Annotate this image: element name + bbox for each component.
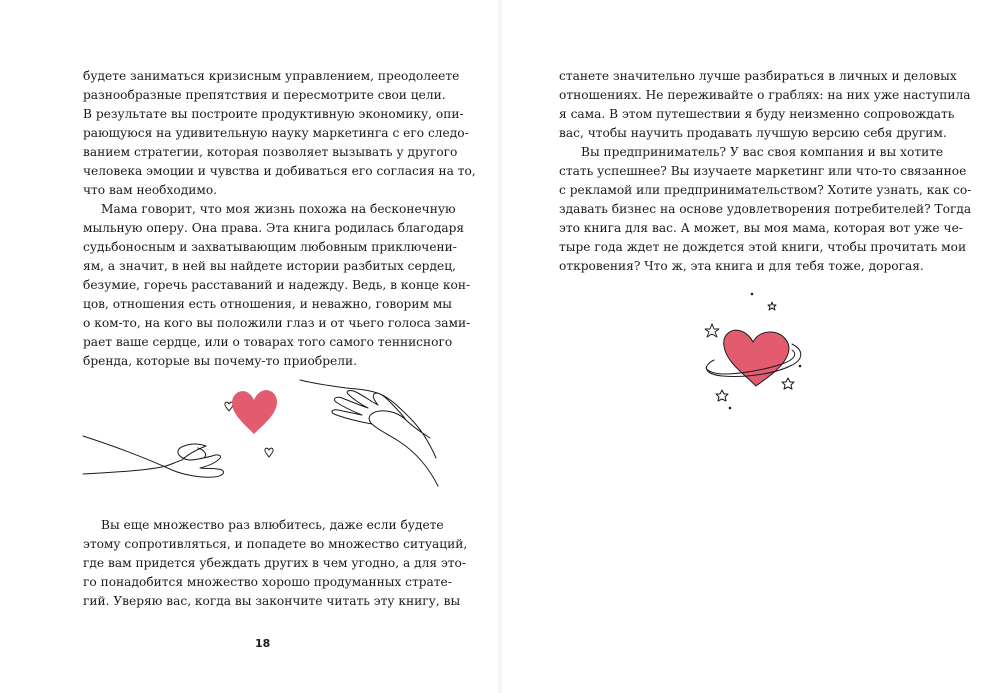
sparkle-dot-icon [729,407,732,410]
sparkle-dot-icon [799,365,802,368]
text-line: откровения? Что ж, эта книга и для тебя тоже, дорогая. [559,259,924,273]
text-line: го понадобится множество хорошо продуманных страте- [83,575,452,589]
text-line: В результате вы построите продуктивную экономику, опи- [83,107,464,121]
orbit-heart-illustration [700,292,810,410]
paragraph-first-line: Вы предприниматель? У вас своя компания и вы хотите [581,145,944,159]
left-page [0,0,500,693]
text-line: рающуюся на удивительную науку маркетинга с его следо- [83,126,469,140]
text-line: бренда, которые вы почему-то приобрели. [83,354,357,368]
right-hand-icon [300,380,438,486]
text-line: будете заниматься кризисным управлением, преодолеете [83,69,460,83]
text-line: этому сопротивляться, и попадете во множество ситуаций, [83,537,468,551]
text-line: мыльную оперу. Она права. Эта книга родилась благодаря [83,221,465,235]
hands-heart-illustration [80,378,442,490]
text-line: судьбоносным и захватывающим любовным приключени- [83,240,457,254]
text-line: стать успешнее? Вы изучаете маркетинг или что-то связанное [559,164,967,178]
text-line: тыре года ждет не дождется этой книги, чтобы прочитать мои [559,240,967,254]
text-line: станете значительно лучше разбираться в личных и деловых [559,69,957,83]
right-page [500,0,1001,693]
text-line: о ком-то, на кого вы положили глаз и от чьего голоса зами- [83,316,471,330]
text-line: с рекламой или предпринимательством? Хотите узнать, как со- [559,183,972,197]
small-heart-icon [225,402,233,411]
paragraph-first-line: Вы еще множество раз влюбитесь, даже если будете [101,518,444,532]
text-line: где вам придется убеждать других в чем угодно, а для это- [83,556,466,570]
text-line: цов, отношения есть отношения, и неважно, говорим мы [83,297,452,311]
text-line: здавать бизнес на основе удовлетворения потребителей? Тогда [559,202,972,216]
text-line: человека эмоции и чувства и добиваться его согласия на то, [83,164,476,178]
text-line: ям, а значит, в ней вы найдете истории разбитых сердец, [83,259,456,273]
text-line: вас, чтобы научить продавать лучшую версию себя другим. [559,126,947,140]
text-line: разнообразные препятствия и пересмотрите свои цели. [83,88,446,102]
text-line: гий. Уверяю вас, когда вы закончите читать эту книгу, вы [83,594,461,608]
sparkle-dot-icon [751,293,754,296]
star-icon [716,390,728,401]
text-line: я сама. В этом путешествии я буду неизменно сопровождать [559,107,955,121]
text-line: безумие, горечь расставаний и надежду. Ведь, в конце кон- [83,278,471,292]
paragraph-first-line: Мама говорит, что моя жизнь похожа на бесконечную [101,202,456,216]
star-icon [768,302,776,310]
text-line: рает ваше сердце, или о товарах того самого теннисного [83,335,453,349]
heart-icon [724,330,789,386]
star-icon [705,324,719,337]
heart-icon [232,390,277,434]
text-line: это книга для вас. А может, вы моя мама, которая вот уже че- [559,221,963,235]
left-hand-icon [83,436,224,477]
star-icon [782,378,794,389]
text-line: отношениях. Не переживайте о граблях: на них уже наступила [559,88,971,102]
small-heart-icon [265,448,273,457]
page-number: 18 [255,637,271,650]
text-line: ванием стратегии, которая позволяет вызывать у другого [83,145,458,159]
text-line: что вам необходимо. [83,183,218,197]
